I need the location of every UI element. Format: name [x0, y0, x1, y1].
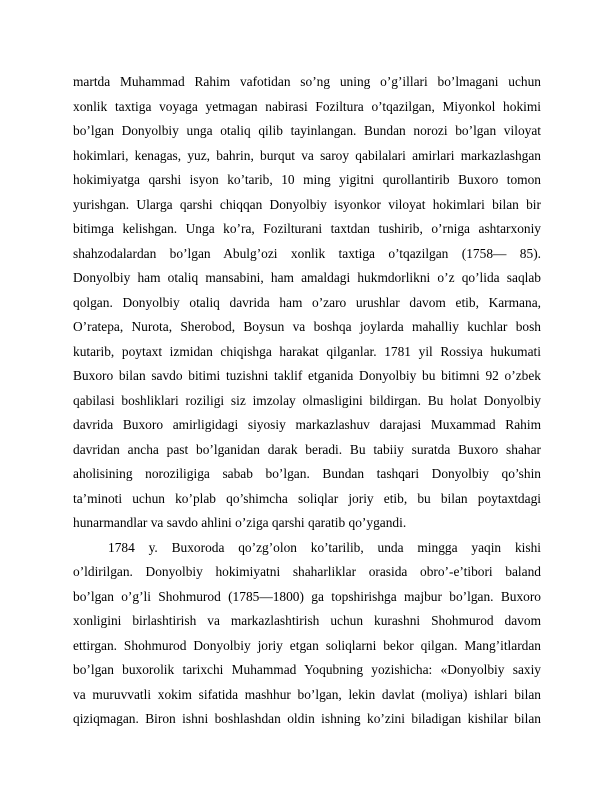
text-line: ta’minoti uchun ko’plab qo’shimcha soliqlar joriy etib, bu bilan poytaxtdagi: [73, 490, 541, 506]
text-line: aholisining noroziligiga sabab bo’lgan. Bundan tashqari Donyolbiy qo’shin: [73, 466, 541, 481]
text-line: kutarib, poytaxt izmidan chiqishga harakat qilganlar. 1781 yil Rossiya hukumati: [73, 343, 541, 359]
text-line: Buxoro bilan savdo bitimi tuzishni taklif etganida Donyolbiy bu bitimni 92 o’zbek: [73, 368, 541, 383]
text-line: bo’lgan Donyolbiy unga otaliq qilib tayinlangan. Bundan norozi bo’lgan viloyat: [73, 123, 541, 138]
text-line: qiziqmagan. Biron ishni boshlashdan oldin ishning ko’zini biladigan kishilar bilan: [73, 711, 541, 726]
text-line: xonlik taxtiga voyaga yetmagan nabirasi Foziltura o’tqazilgan, Miyonkol hokimi: [73, 98, 541, 114]
text-line: martda Muhammad Rahim vafotidan so’ng uning o’g’illari bo’lmagani uchun: [73, 74, 541, 89]
text-line: bitimga kelishgan. Unga ko’ra, Fozilturani taxtdan tushirib, o’rniga ashtarxoniy: [73, 221, 541, 236]
text-line: bo’lgan o’g’li Shohmurod (1785—1800) ga topshirishga majbur bo’lgan. Buxoro: [73, 588, 541, 604]
text-line: shahzodalardan bo’lgan Abulg’ozi xonlik taxtiga o’tqazilgan (1758— 85).: [73, 245, 541, 261]
text-line: davrida Buxoro amirligidagi siyosiy markazlashuv darajasi Muxammad Rahim: [73, 417, 541, 432]
text-line: davridan ancha past bo’lganidan darak beradi. Bu tabiiy suratda Buxoro shahar: [73, 441, 541, 457]
text-line: xonligini birlashtirish va markazlashtirish uchun kurashni Shohmurod davom: [73, 613, 541, 628]
text-line: o’ldirilgan. Donyolbiy hokimiyatni shaharliklar orasida obro’-e’tibori baland: [73, 564, 541, 579]
text-line: hokimlari, kenagas, yuz, bahrin, burqut va saroy qabilalari amirlari markazlashgan: [73, 147, 541, 163]
text-line: yurishgan. Ularga qarshi chiqqan Donyolbiy isyonkor viloyat hokimlari bilan bir: [73, 196, 541, 212]
text-line: hokimiyatga qarshi isyon ko’tarib, 10 ming yigitni qurollantirib Buxoro tomon: [73, 172, 541, 187]
text-line: bo’lgan buxorolik tarixchi Muhammad Yoqubning yozishicha: «Donyolbiy saxiy: [73, 662, 541, 677]
document-page: [73, 70, 541, 732]
text-line: O’ratepa, Nurota, Sherobod, Boysun va boshqa joylarda mahalliy kuchlar bosh: [73, 319, 541, 334]
paragraph-1: [73, 70, 541, 536]
text-line: ettirgan. Shohmurod Donyolbiy joriy etgan soliqlarni bekor qilgan. Mang’itlardan: [73, 637, 541, 653]
text-line: qolgan. Donyolbiy otaliq davrida ham o’zaro urushlar davom etib, Karmana,: [73, 294, 541, 310]
text-line: Donyolbiy ham otaliq mansabini, ham amaldagi hukmdorlikni o’z qo’lida saqlab: [73, 270, 541, 285]
text-line: hunarmandlar va savdo ahlini o’ziga qarshi qaratib qo’ygandi.: [73, 515, 407, 530]
text-line: qabilasi boshliklari roziligi siz imzolay olmasligini bildirgan. Bu holat Donyolbiy: [73, 392, 541, 408]
text-line: va muruvvatli xokim sifatida mashhur bo’lgan, lekin davlat (moliya) ishlari bilan: [73, 686, 541, 702]
paragraph-2: [73, 536, 541, 732]
text-line: 1784 y. Buxoroda qo’zg’olon ko’tarilib, unda mingga yaqin kishi: [108, 539, 541, 555]
